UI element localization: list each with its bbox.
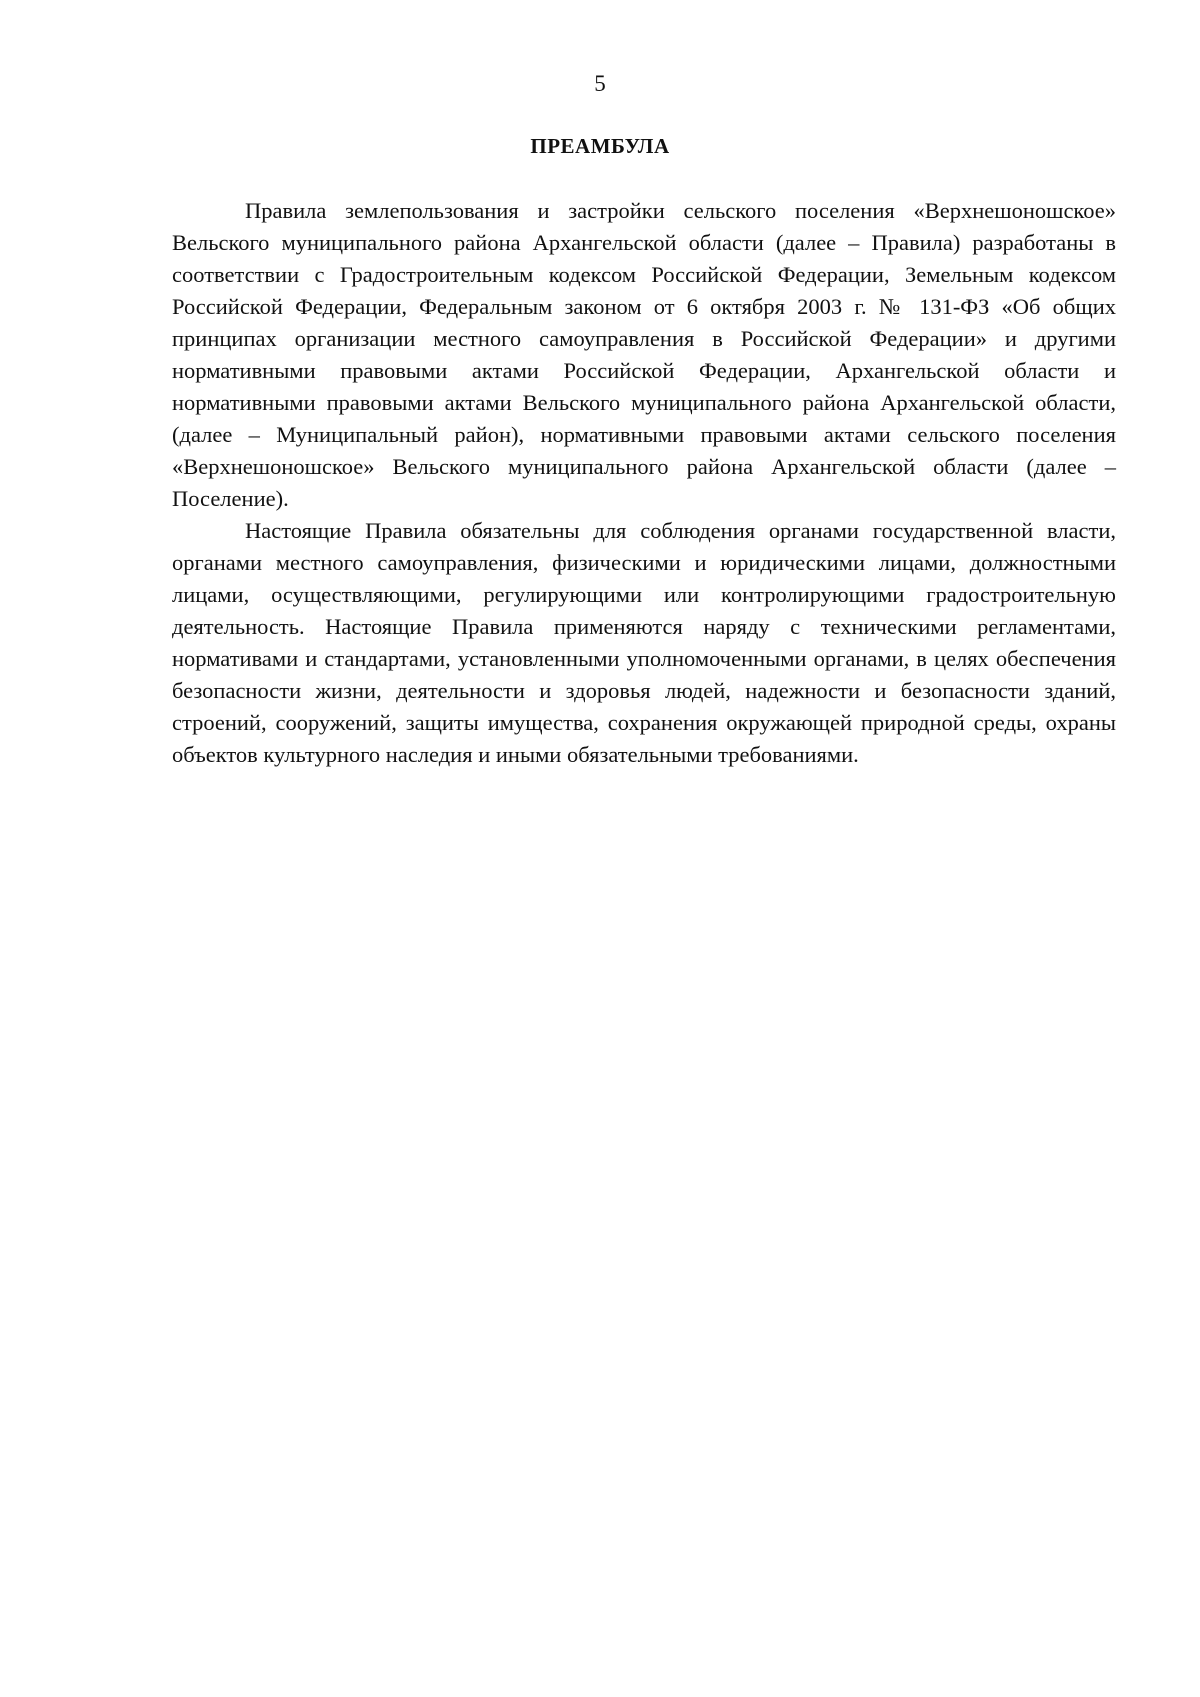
paragraph-preamble-basis: Правила землепользования и застройки сельского поселения «Верхнешоношское» Вельского муниципального района Архангельской области (далее – Правила) разработаны в соответствии с Градостроительным кодексом Российской Федерации, Земельным кодексом Российской Федерации, Федеральным законом от 6 октября 2003 г. № 131-ФЗ «Об общих принципах организации местного самоуправления в Российской Федерации» и другими нормативными правовыми актами Российской Федерации, Архангельской области и нормативными правовыми актами Вельского муниципального района Архангельской области, (далее – Муниципальный район), нормативными правовыми актами сельского поселения «Верхнешоношское» Вельского муниципального района Архангельской области (далее – Поселение). — [172, 198, 1116, 511]
document-body — [172, 195, 1116, 771]
page-number: 5 — [594, 71, 606, 96]
page-heading: ПРЕАМБУЛА — [530, 134, 670, 158]
paragraph-preamble-obligations: Настоящие Правила обязательны для соблюдения органами государственной власти, органами местного самоуправления, физическими и юридическими лицами, должностными лицами, осуществляющими, регулирующими или контролирующими градостроительную деятельность. Настоящие Правила применяются наряду с техническими регламентами, нормативами и стандартами, установленными уполномоченными органами, в целях обеспечения безопасности жизни, деятельности и здоровья людей, надежности и безопасности зданий, строений, сооружений, защиты имущества, сохранения окружающей природной среды, охраны объектов культурного наследия и иными обязательными требованиями. — [172, 518, 1116, 767]
